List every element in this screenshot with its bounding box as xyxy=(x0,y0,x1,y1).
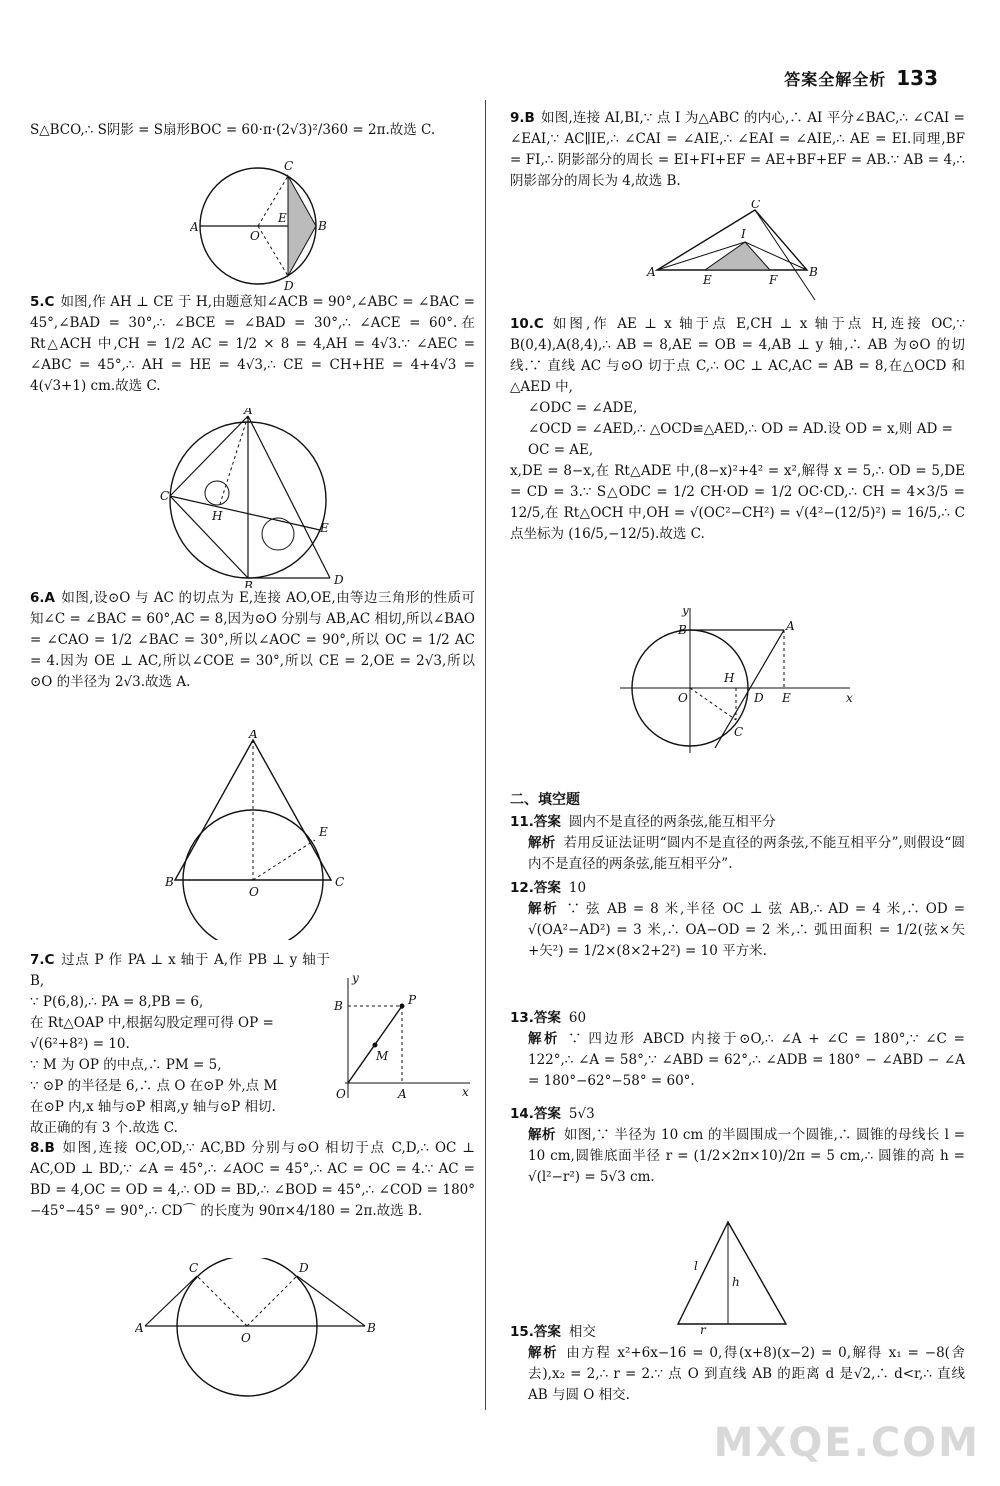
svg-text:B: B xyxy=(165,875,174,889)
svg-text:A: A xyxy=(190,220,199,234)
question-15: 15.答案 相交 解析 由方程 x²+6x−16 = 0,得(x+8)(x−2) = 0,解得 x₁ = −8(舍去),x₂ = 2,∴ r = 2.∵ 点 O 到直线 AB 的距离 d 是√2,∴ d<r,∴ 直线 AB 与圆 O 相交. xyxy=(510,1324,966,1403)
solution-7: 7.C 过点 P 作 PA ⊥ x 轴于 A,作 PB ⊥ y 轴于 B, ∵ P(6,8),∴ PA = 8,PB = 6, 在 Rt△OAP 中,根据勾股定理可得 OP = √(6²+8²) = 10. ∵ M 为 OP 的中点,∴ PM = 5, ∵ ⊙P 的半径是 6,∴ 点 O 在⊙P 外,点 M 在⊙P 内,x 轴与⊙P 相离,y 轴与⊙P 相切. 故正确的有 3 个.故选 C. xyxy=(30,952,330,1136)
svg-text:B: B xyxy=(244,579,253,588)
question-12: 12.答案 10 解析 ∵ 弦 AB = 8 米,半径 OC ⊥ 弦 AB,∴ AD = 4 米,∴ OD = √(OA²−AD²) = 3 米,∴ OA−OD = 2 米,∴ 弧田面积 = 1/2(弦×矢+矢²) = 1/2×(8×2+2²) = 10 平方米. xyxy=(510,880,966,959)
svg-text:B: B xyxy=(809,265,818,279)
question-13: 13.答案 60 解析 ∵ 四边形 ABCD 内接于⊙O,∴ ∠A + ∠C = 180°,∵ ∠C = 122°,∴ ∠A = 58°,∵ ∠ABD = 62°,∴ ∠ADB = 180° − ∠ABD − ∠A = 180°−62°−58° = 60°. xyxy=(510,1010,965,1089)
section-fill-blank: 二、填空题 xyxy=(510,792,580,808)
svg-text:O: O xyxy=(250,229,260,243)
svg-text:l: l xyxy=(694,1259,698,1273)
solution-4-tail: S△BCO,∴ S阴影 = S扇形BOC = 60·π·(2√3)²/360 = 2π.故选 C. xyxy=(30,122,436,138)
svg-text:A: A xyxy=(786,619,795,633)
svg-text:x: x xyxy=(462,1085,469,1099)
svg-text:A: A xyxy=(249,730,258,741)
svg-text:B: B xyxy=(334,999,343,1013)
svg-text:C: C xyxy=(284,159,294,173)
svg-text:y: y xyxy=(352,971,359,985)
svg-text:r: r xyxy=(700,1323,706,1334)
svg-text:M: M xyxy=(376,1049,389,1063)
figure-q7 xyxy=(330,968,475,1115)
svg-text:O: O xyxy=(336,1087,346,1101)
solution-10: 10.C 如图,作 AE ⊥ x 轴于点 E,CH ⊥ x 轴于点 H,连接 OC,∵ B(0,4),A(8,4),∴ AB = 8,AE = OB = 4,AB ⊥ y 轴,∴ AB 为⊙O 的切线.∵ 直线 AC 与⊙O 切于点 C,∴ OC ⊥ AC,AC = AB = 8,在△OCD 和△AED 中, ∠ODC = ∠ADE, ∠OCD = ∠AED,∴ △OCD≌△AED,∴ OD = AD.设 OD = x,则 AD = OC = AE, x,DE = 8−x,在 Rt△ADE 中,(8−x)²+4² = x²,解得 x = 5,∴ OD = 5,DE = CD = 3.∵ S△ODC = 1/2 CH·OD = 1/2 OC·CD,∴ CH = 4×3/5 = 12/5,在 Rt△OCH 中,OH = √(OC²−CH²) = √(4²−(12/5)²) = 16/5,∴ C 点坐标为 (16/5,−12/5).故选 C. xyxy=(510,316,965,542)
figure-q8 xyxy=(135,1258,375,1415)
solution-8: 8.B 如图,连接 OC,OD,∵ AC,BD 分别与⊙O 相切于点 C,D,∴ OC ⊥ AC,OD ⊥ BD,∵ ∠A = 45°,∴ ∠AOC = 45°,∴ AC = OC = 4.∵ AC = BD = 4,OC = OD = 4,∴ OD = BD,∴ ∠BOD = 45°,∴ ∠COD = 180°−45°−45° = 90°,∴ CD⌒ 的长度为 90π×4/180 = 2π.故选 B. xyxy=(30,1140,475,1219)
svg-text:B: B xyxy=(318,219,327,233)
page-number: 133 xyxy=(896,66,938,90)
svg-text:O: O xyxy=(241,1331,251,1345)
watermark: MXQE.COM xyxy=(713,1420,980,1466)
question-14: 14.答案 5√3 解析 如图,∵ 半径为 10 cm 的半圆围成一个圆锥,∴ 圆锥的母线长 l = 10 cm,圆锥底面半径 r = (1/2×2π×10)/2π = 5 cm,∴ 圆锥的高 h = √(l²−r²) = 5√3 cm. xyxy=(510,1106,966,1185)
figure-q10 xyxy=(620,608,860,765)
svg-text:E: E xyxy=(278,211,287,225)
figure-q9 xyxy=(645,200,835,317)
svg-text:I: I xyxy=(741,227,746,241)
solution-5: 5.C 如图,作 AH ⊥ CE 于 H,由题意知∠ACB = 90°,∠ABC = ∠BAC = 45°,∠BAD = 30°,∴ ∠BCE = ∠BAD = 30°,∴ ∠ACE = 60°.在 Rt△ACH 中,CH = 1/2 AC = 1/2 × 8 = 4,AH = 4√3.∵ ∠AEC = ∠ABC = 45°,∴ AH = HE = 4√3,∴ CE = CH+HE = 4+4√3 = 4(√3+1) cm.故选 C. xyxy=(30,294,475,394)
svg-text:C: C xyxy=(189,1261,199,1275)
solution-9: 9.B 如图,连接 AI,BI,∵ 点 I 为△ABC 的内心,∴ AI 平分∠BAC,∴ ∠CAI = ∠EAI,∵ AC∥IE,∴ ∠CAI = ∠AIE,∴ ∠EAI = ∠AIE,∴ AE = EI.同理,BF = FI,∴ 阴影部分的周长 = EI+FI+EF = AE+BF+EF = AB.∵ AB = 4,∴ 阴影部分的周长为 4,故选 B. xyxy=(510,110,965,189)
svg-text:C: C xyxy=(751,200,761,211)
svg-text:C: C xyxy=(335,875,345,889)
svg-text:y: y xyxy=(682,608,689,617)
svg-text:A: A xyxy=(244,408,253,417)
svg-text:E: E xyxy=(319,825,328,839)
figure-q4 xyxy=(190,156,350,303)
svg-text:H: H xyxy=(212,509,223,523)
svg-text:E: E xyxy=(703,273,712,287)
solution-6: 6.A 如图,设⊙O 与 AC 的切点为 E,连接 AO,OE,由等边三角形的性质可知∠C = ∠BAC = 60°,AC = 8,因为⊙O 分别与 AB,AC 相切,所以∠BAO = ∠CAO = 1/2 ∠BAC = 30°,所以∠AOC = 90°,所以 OC = 1/2 AC = 4.因为 OE ⊥ AC,所以∠COE = 30°,所以 CE = 2,OE = 2√3,所以⊙O 的半径为 2√3.故选 A. xyxy=(30,590,475,690)
svg-text:A: A xyxy=(647,265,656,279)
question-11: 11.答案 圆内不是直径的两条弦,能互相平分 解析 若用反证法证明“圆内不是直径的两条弦,不能互相平分”,则假设“圆内不是直径的两条弦,能互相平分”. xyxy=(510,814,965,872)
figure-q6 xyxy=(165,730,355,947)
svg-text:E: E xyxy=(320,521,329,535)
svg-text:P: P xyxy=(408,993,417,1007)
svg-text:x: x xyxy=(846,691,853,705)
svg-text:A: A xyxy=(135,1321,144,1335)
svg-text:C: C xyxy=(734,725,744,739)
svg-text:F: F xyxy=(769,273,778,287)
column-divider xyxy=(485,100,486,1410)
svg-text:h: h xyxy=(732,1275,740,1289)
svg-text:C: C xyxy=(160,489,170,503)
svg-text:H: H xyxy=(724,671,735,685)
svg-text:D: D xyxy=(299,1261,309,1275)
svg-text:D: D xyxy=(284,279,294,293)
svg-text:E: E xyxy=(782,691,791,705)
svg-text:B: B xyxy=(678,623,687,637)
svg-text:O: O xyxy=(249,885,259,899)
header-title: 答案全解全析 xyxy=(784,70,887,89)
page-header xyxy=(784,66,938,90)
svg-text:D: D xyxy=(754,691,764,705)
svg-text:O: O xyxy=(678,691,688,705)
svg-text:B: B xyxy=(367,1321,375,1335)
svg-text:D: D xyxy=(334,573,344,587)
svg-text:A: A xyxy=(398,1087,407,1101)
figure-q5 xyxy=(160,408,360,595)
